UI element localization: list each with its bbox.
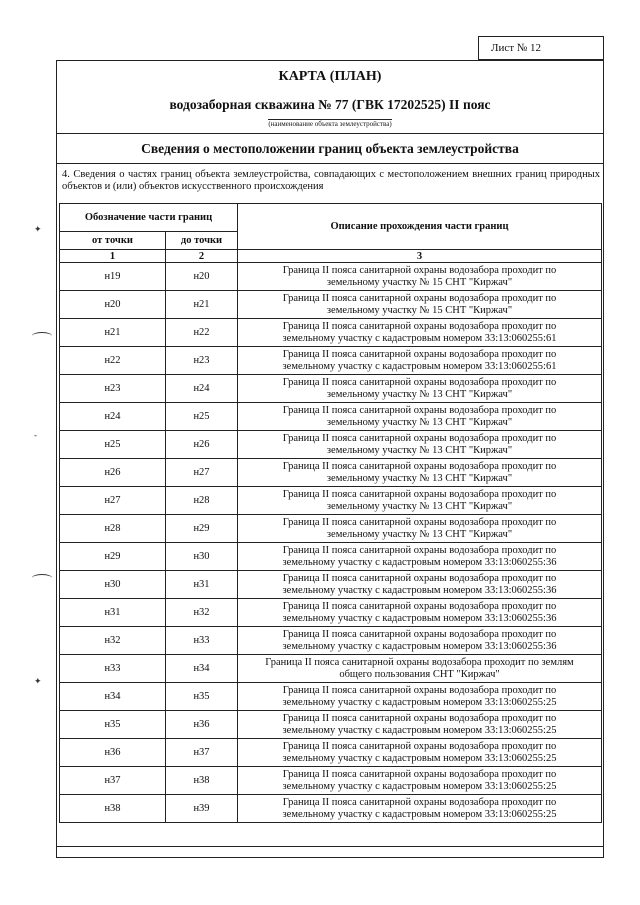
col-number-2: 2	[166, 250, 238, 263]
description-line: земельному участку № 13 СНТ "Киржач"	[326, 500, 513, 512]
table-row	[60, 515, 602, 543]
to-point: н30	[166, 543, 238, 571]
to-point: н34	[166, 655, 238, 683]
description-line: Граница II пояса санитарной охраны водозабора проходит по	[282, 432, 557, 444]
description-line: земельному участку № 13 СНТ "Киржач"	[326, 472, 513, 484]
header-boundary-designation: Обозначение части границ	[60, 204, 238, 232]
boundary-table	[59, 203, 602, 823]
from-point: н32	[60, 627, 166, 655]
description-line: Граница II пояса санитарной охраны водозабора проходит по	[282, 572, 557, 584]
table-row	[60, 767, 602, 795]
description-line: Граница II пояса санитарной охраны водозабора проходит по	[282, 516, 557, 528]
table-row	[60, 319, 602, 347]
from-point: н21	[60, 319, 166, 347]
boundary-description	[238, 403, 602, 431]
boundary-description	[238, 795, 602, 823]
description-line: Граница II пояса санитарной охраны водозабора проходит по	[282, 600, 557, 612]
from-point: н23	[60, 375, 166, 403]
to-point: н39	[166, 795, 238, 823]
boundary-description	[238, 459, 602, 487]
description-line: Граница II пояса санитарной охраны водозабора проходит по	[282, 404, 557, 416]
col-number-3: 3	[238, 250, 602, 263]
description-line: Граница II пояса санитарной охраны водозабора проходит по	[282, 768, 557, 780]
table-row	[60, 291, 602, 319]
description-line: Граница II пояса санитарной охраны водозабора проходит по	[282, 488, 557, 500]
description-line: Граница II пояса санитарной охраны водозабора проходит по	[282, 796, 557, 808]
table-row	[60, 627, 602, 655]
punch-hole-mark-top	[32, 332, 52, 340]
from-point: н33	[60, 655, 166, 683]
sheet-number: Лист № 12	[491, 42, 542, 54]
from-point: н26	[60, 459, 166, 487]
from-point: н34	[60, 683, 166, 711]
table-row	[60, 683, 602, 711]
description-line: земельному участку № 15 СНТ "Киржач"	[326, 304, 513, 316]
to-point: н36	[166, 711, 238, 739]
to-point: н22	[166, 319, 238, 347]
boundary-description	[238, 515, 602, 543]
description-line: земельному участку № 13 СНТ "Киржач"	[326, 444, 513, 456]
boundary-description	[238, 291, 602, 319]
description-line: земельному участку с кадастровым номером 33:13:060255:25	[282, 752, 557, 764]
from-point: н35	[60, 711, 166, 739]
boundary-description	[238, 683, 602, 711]
description-line: земельному участку № 13 СНТ "Киржач"	[326, 528, 513, 540]
to-point: н24	[166, 375, 238, 403]
table-row	[60, 459, 602, 487]
from-point: н30	[60, 571, 166, 599]
boundary-description	[238, 543, 602, 571]
description-line: Граница II пояса санитарной охраны водозабора проходит по	[282, 544, 557, 556]
col-number-1: 1	[60, 250, 166, 263]
boundary-description	[238, 375, 602, 403]
from-point: н31	[60, 599, 166, 627]
boundary-description	[238, 431, 602, 459]
document-title: КАРТА (ПЛАН)	[278, 69, 382, 84]
description-line: земельному участку с кадастровым номером 33:13:060255:36	[282, 556, 557, 568]
to-point: н26	[166, 431, 238, 459]
scan-speck: -	[34, 430, 37, 440]
table-row	[60, 739, 602, 767]
table-row	[60, 543, 602, 571]
boundary-description	[238, 347, 602, 375]
header-from-point: от точки	[60, 232, 166, 250]
table-row	[60, 795, 602, 823]
description-line: земельному участку с кадастровым номером 33:13:060255:25	[282, 808, 557, 820]
description-line: земельному участку с кадастровым номером 33:13:060255:61	[282, 332, 557, 344]
description-line: земельному участку с кадастровым номером 33:13:060255:25	[282, 724, 557, 736]
description-line: земельному участку № 13 СНТ "Киржач"	[326, 416, 513, 428]
description-line: Граница II пояса санитарной охраны водозабора проходит по	[282, 684, 557, 696]
from-point: н37	[60, 767, 166, 795]
to-point: н23	[166, 347, 238, 375]
table-row	[60, 711, 602, 739]
to-point: н29	[166, 515, 238, 543]
description-line: Граница II пояса санитарной охраны водозабора проходит по	[282, 320, 557, 332]
boundary-description	[238, 487, 602, 515]
scan-speck: ✦	[34, 676, 42, 686]
to-point: н28	[166, 487, 238, 515]
boundary-description	[238, 627, 602, 655]
scan-speck: ✦	[34, 224, 42, 234]
to-point: н32	[166, 599, 238, 627]
title-block	[57, 61, 603, 133]
section-paragraph: 4. Сведения о частях границ объекта землеустройства, совпадающих с местоположением внешних границ природных объектов и (или) объектов искусственного происхождения	[62, 169, 600, 192]
description-line: земельному участку с кадастровым номером 33:13:060255:36	[282, 584, 557, 596]
boundary-description	[238, 739, 602, 767]
description-line: Граница II пояса санитарной охраны водозабора проходит по	[282, 264, 557, 276]
punch-hole-mark-bottom	[32, 574, 52, 582]
to-point: н27	[166, 459, 238, 487]
description-line: земельному участку с кадастровым номером 33:13:060255:61	[282, 360, 557, 372]
description-line: земельному участку № 15 СНТ "Киржач"	[326, 276, 513, 288]
description-line: Граница II пояса санитарной охраны водозабора проходит по	[282, 460, 557, 472]
divider	[57, 163, 603, 164]
boundary-description	[238, 263, 602, 291]
boundary-description	[238, 767, 602, 795]
to-point: н35	[166, 683, 238, 711]
from-point: н19	[60, 263, 166, 291]
description-line: Граница II пояса санитарной охраны водозабора проходит по	[282, 628, 557, 640]
boundary-description	[238, 711, 602, 739]
to-point: н25	[166, 403, 238, 431]
from-point: н24	[60, 403, 166, 431]
bottom-divider	[57, 846, 603, 847]
to-point: н38	[166, 767, 238, 795]
to-point: н31	[166, 571, 238, 599]
table-row	[60, 655, 602, 683]
sheet-number-box	[478, 36, 604, 60]
description-line: Граница II пояса санитарной охраны водозабора проходит по землям	[265, 656, 574, 668]
table-row	[60, 431, 602, 459]
header-description: Описание прохождения части границ	[238, 204, 602, 250]
table-row	[60, 571, 602, 599]
object-name: водозаборная скважина № 77 (ГВК 17202525) II пояс	[169, 97, 491, 112]
description-line: общего пользования СНТ "Киржач"	[339, 668, 500, 680]
from-point: н36	[60, 739, 166, 767]
from-point: н25	[60, 431, 166, 459]
section-title: Сведения о местоположении границ объекта землеустройства	[141, 141, 519, 156]
divider	[57, 133, 603, 134]
description-line: земельному участку с кадастровым номером 33:13:060255:36	[282, 612, 557, 624]
description-line: земельному участку с кадастровым номером 33:13:060255:25	[282, 780, 557, 792]
from-point: н27	[60, 487, 166, 515]
from-point: н22	[60, 347, 166, 375]
description-line: Граница II пояса санитарной охраны водозабора проходит по	[282, 740, 557, 752]
description-line: Граница II пояса санитарной охраны водозабора проходит по	[282, 292, 557, 304]
description-line: земельному участку с кадастровым номером 33:13:060255:36	[282, 640, 557, 652]
boundary-description	[238, 571, 602, 599]
from-point: н29	[60, 543, 166, 571]
description-line: земельному участку № 13 СНТ "Киржач"	[326, 388, 513, 400]
description-line: Граница II пояса санитарной охраны водозабора проходит по	[282, 348, 557, 360]
description-line: Граница II пояса санитарной охраны водозабора проходит по	[282, 712, 557, 724]
to-point: н20	[166, 263, 238, 291]
from-point: н20	[60, 291, 166, 319]
table-row	[60, 487, 602, 515]
to-point: н21	[166, 291, 238, 319]
table-row	[60, 403, 602, 431]
from-point: н28	[60, 515, 166, 543]
table-row	[60, 347, 602, 375]
from-point: н38	[60, 795, 166, 823]
description-line: Граница II пояса санитарной охраны водозабора проходит по	[282, 376, 557, 388]
table-row	[60, 599, 602, 627]
to-point: н33	[166, 627, 238, 655]
boundary-description	[238, 319, 602, 347]
to-point: н37	[166, 739, 238, 767]
table-row	[60, 375, 602, 403]
description-line: земельному участку с кадастровым номером 33:13:060255:25	[282, 696, 557, 708]
boundary-description	[238, 599, 602, 627]
table-row	[60, 263, 602, 291]
header-to-point: до точки	[166, 232, 238, 250]
boundary-description	[238, 655, 602, 683]
object-name-caption: (наименование объекта землеустройства)	[268, 120, 392, 128]
